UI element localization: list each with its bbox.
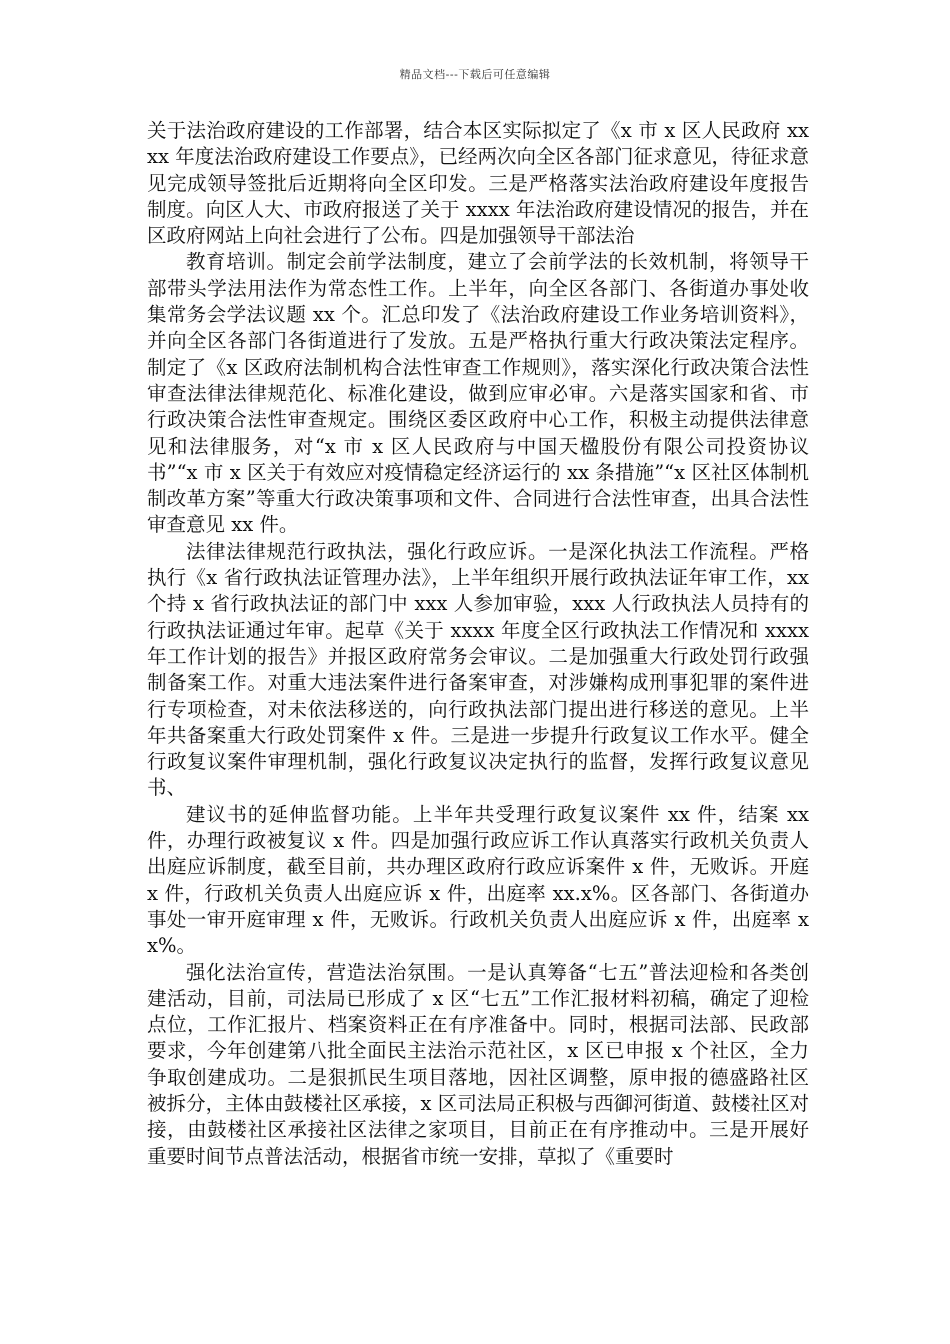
page-header: 精品文档---下载后可任意编辑	[399, 68, 551, 81]
paragraph: 教育培训。制定会前学法制度，建立了会前学法的长效机制，将领导干部带头学法用法作为常态性工作。上半年，向全区各部门、各街道办事处收集常务会学法议题 xx 个。汇总印发了《法治政府建设工作业务培训资料》，并向全区各部门各街道进行了发放。五是严格执行重大行政决策法定程序。制定了《x 区政府法制机构合法性审查工作规则》，落实深化行政决策合法性审查法律法律规范化、标准化建设，做到应审必审。六是落实国家和省、市行政决策合法性审查规定。围绕区委区政府中心工作，积极主动提供法律意见和法律服务，对“x 市 x 区人民政府与中国天楹股份有限公司投资协议书”“x 市 x 区关于有效应对疫情稳定经济运行的 xx 条措施”“x 区社区体制机制改革方案”等重大行政决策事项和文件、合同进行合法性审查，出具合法性审查意见 xx 件。	[147, 250, 809, 537]
paragraph: 强化法治宣传，营造法治氛围。一是认真筹备“七五”普法迎检和各类创建活动，目前，司法局已形成了 x 区“七五”工作汇报材料初稿，确定了迎检点位，工作汇报片、档案资料正在有序准备中。同时，根据司法部、民政部要求，今年创建第八批全面民主法治示范社区，x 区已申报 x 个社区，全力争取创建成功。二是狠抓民生项目落地，因社区调整，原申报的德盛路社区被拆分，主体由鼓楼社区承接，x 区司法局正积极与西御河街道、鼓楼社区对接，由鼓楼社区承接社区法律之家项目，目前正在有序推动中。三是开展好重要时间节点普法活动，根据省市统一安排，草拟了《重要时	[147, 960, 809, 1168]
paragraph: 法律法律规范行政执法，强化行政应诉。一是深化执法工作流程。严格执行《x 省行政执法证管理办法》，上半年组织开展行政执法证年审工作，xx 个持 x 省行政执法证的部门中 xxx 人参加审验，xxx 人行政执法人员持有的行政执法证通过年审。起草《关于 xxxx 年度全区行政执法工作情况和 xxxx 年工作计划的报告》并报区政府常务会审议。二是加强重大行政处罚行政强制备案工作。对重大违法案件进行备案审查，对涉嫌构成刑事犯罪的案件进行专项检查，对未依法移送的，向行政执法部门提出进行移送的意见。上半年共备案重大行政处罚案件 x 件。三是进一步提升行政复议工作水平。健全行政复议案件审理机制，强化行政复议决定执行的监督，发挥行政复议意见书、	[147, 539, 809, 800]
paragraph: 关于法治政府建设的工作部署，结合本区实际拟定了《x 市 x 区人民政府 xxxx 年度法治政府建设工作要点》，已经两次向全区各部门征求意见，待征求意见完成领导签批后近期将向全区印发。三是严格落实法治政府建设年度报告制度。向区人大、市政府报送了关于 xxxx 年法治政府建设情况的报告，并在区政府网站上向社会进行了公布。四是加强领导干部法治	[147, 119, 809, 248]
document-body	[147, 118, 809, 1170]
paragraph: 建议书的延伸监督功能。上半年共受理行政复议案件 xx 件，结案 xx件，办理行政被复议 x 件。四是加强行政应诉工作认真落实行政机关负责人出庭应诉制度，截至目前，共办理区政府行政应诉案件 x 件，无败诉。开庭 x 件，行政机关负责人出庭应诉 x 件，出庭率 xx.x%。区各部门、各街道办事处一审开庭审理 x 件，无败诉。行政机关负责人出庭应诉 x 件，出庭率 xx%。	[147, 802, 809, 958]
